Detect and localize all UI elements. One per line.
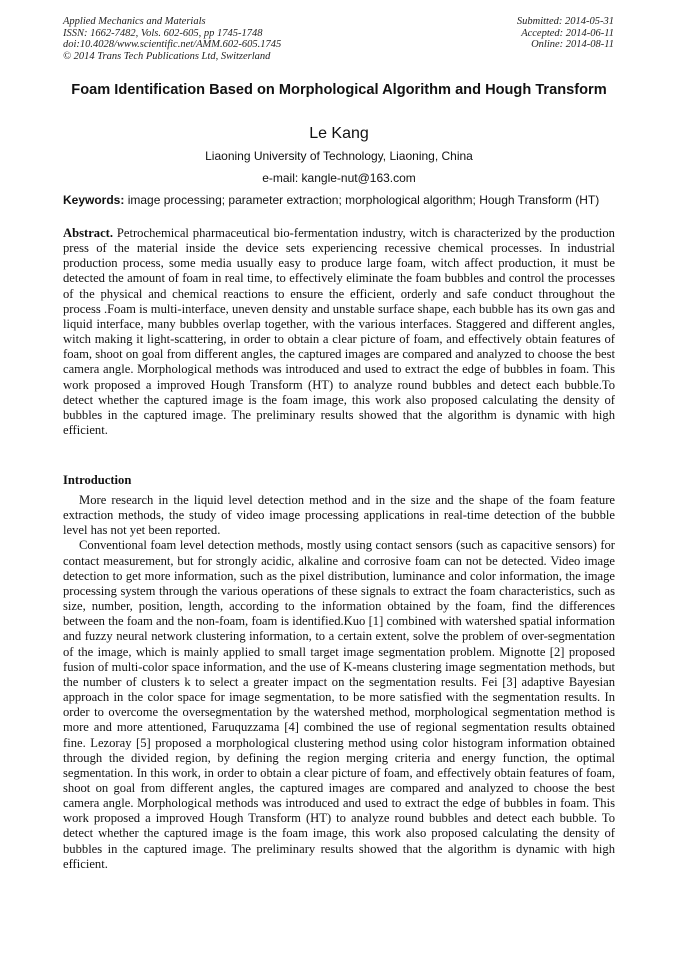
- introduction-paragraph: More research in the liquid level detection method and in the size and the shape of the foam feature extraction methods, the study of video image processing applications in real-time detection of the bubble level has not yet been reported.: [63, 493, 615, 538]
- introduction-paragraph: Conventional foam level detection methods, mostly using contact sensors (such as capacitive sensors) for contact measurement, but for strongly acidic, alkaline and corrosive foam can not be detected. Video image detection to get more information, such as the pixel distribution, luminance and color information, the image processing system through the various operations of these signals to extract the foam characteristics, such as size, number, position, length, according to the information obtained by the foam, find the differences between the foam and the non-foam, foam is identified.Kuo [1] combined with watershed spatial information and fuzzy neural network clustering information, to a certain extent, solve the problem of over-segmentation of the image, which is mainly applied to small target image segmentation problem. Mignotte [2] proposed fusion of multi-color space information, and the use of K-means clustering image segmentation methods, but the number of clusters k to select a greater impact on the segmentation results. Fei [3] adaptive Bayesian approach in the color space for image segmentation, to be more satisfied with the segmentation results. In order to overcome the oversegmentation by the watershed method, morphological segmentation method is more and more attentioned, Faruquzzama [4] combined the use of regional segmentation results obtained fine. Lezoray [5] proposed a morphological clustering method using color histogram information obtained through the divided region, by defining the region merging criteria and energy function, the optimal segmentation. In this work, in order to obtain a clear picture of foam, and effectively obtain features of foam, shoot on goal from different angles, the captured images are compared and analyzed to choose the best camera angle. Morphological methods was introduced and used to extract the edge of bubbles in foam. This work proposed a improved Hough Transform (HT) to analyze round bubbles and detect each bubble. To detect whether the captured image is the foam image, this work also proposed calculating the density of bubbles in the captured image. The preliminary results showed that the algorithm is dynamic with high efficient.: [63, 538, 615, 871]
- author-email: e-mail: kangle-nut@163.com: [262, 171, 416, 185]
- introduction-heading: Introduction: [63, 473, 132, 487]
- abstract-label: Abstract.: [63, 226, 114, 240]
- doi-line: doi:10.4028/www.scientific.net/AMM.602-605.1745: [63, 39, 282, 50]
- abstract-section: [63, 226, 615, 438]
- introduction-body: [63, 493, 615, 872]
- accepted-date: Accepted: 2014-06-11: [521, 27, 614, 39]
- publication-info: [63, 16, 281, 62]
- keywords-text: image processing; parameter extraction; morphological algorithm; Hough Transform (HT): [127, 193, 600, 207]
- paper-title: Foam Identification Based on Morphological Algorithm and Hough Transform: [71, 82, 607, 98]
- abstract-text: Petrochemical pharmaceutical bio-fermentation industry, witch is characterized by the production press of the material inside the device sets experiencing recessive chemical processes. In industrial production process, some media usually easy to produce large foam, witch affect production, it must be detected the amount of foam in real time, to effectively eliminate the foam bubbles and control the processes of the physical and chemical reactions to ensure the efficient, orderly and safe conduct throughout the process .Foam is multi-interface, uneven density and unstable surface shape, each bubble has its own gas and liquid interface, many bubbles overlap together, with the various interfaces. Staggered and different angles, witch making it light-scattering, in order to obtain a clear picture of foam, and effectively obtain features of foam, shoot on goal from different angles, the captured images are compared and analyzed to choose the best camera angle. Morphological methods was introduced and used to extract the edge of bubbles in foam. This work proposed a improved Hough Transform (HT) to analyze round bubbles and detect each bubble.To detect whether the captured image is the foam image, this work also proposed calculating the density of bubbles in the captured image. The preliminary results showed that the algorithm is dynamic with high efficient.: [63, 226, 615, 438]
- keywords-label: Keywords:: [63, 193, 125, 207]
- author-affiliation: Liaoning University of Technology, Liaoning, China: [205, 149, 473, 163]
- author-name: Le Kang: [309, 125, 369, 142]
- journal-name: Applied Mechanics and Materials: [63, 16, 206, 27]
- issn-line: ISSN: 1662-7482, Vols. 602-605, pp 1745-1748: [63, 27, 263, 39]
- submitted-date: Submitted: 2014-05-31: [516, 16, 614, 27]
- publication-dates: [517, 16, 614, 51]
- copyright-line: © 2014 Trans Tech Publications Ltd, Switzerland: [63, 50, 271, 62]
- online-date: Online: 2014-08-11: [531, 39, 614, 50]
- keywords-section: [63, 193, 615, 207]
